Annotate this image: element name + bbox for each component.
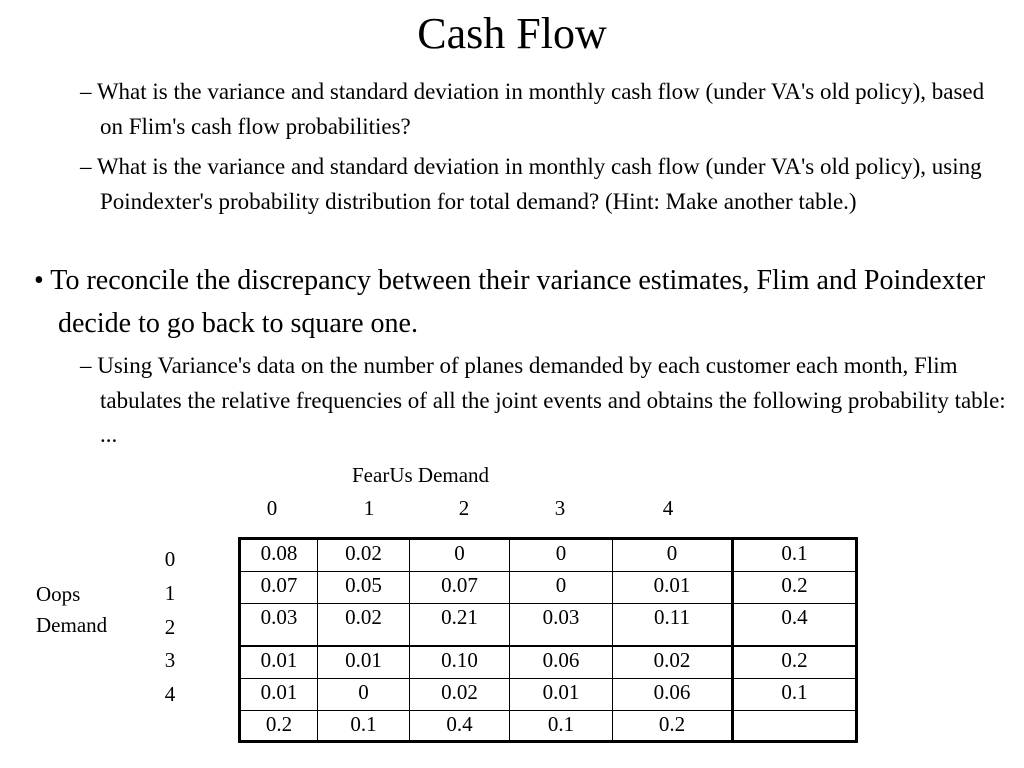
row-axis-title-line1: Oops <box>36 582 81 606</box>
table-row <box>240 539 857 572</box>
column-label: 3 <box>554 496 566 520</box>
row-label: 0 <box>164 547 176 571</box>
table-cell: 0.01 <box>240 646 318 679</box>
table-row <box>240 572 857 604</box>
table-cell: 0 <box>318 679 410 711</box>
table-cell: 0 <box>613 539 733 572</box>
sub-bullet-frequencies: – Using Variance's data on the number of planes demanded by each customer each month, Flim tabulates the relative frequencies of all the joint events and obtains the following probability table: ... <box>80 353 1006 447</box>
table-row-marginal <box>240 711 857 742</box>
table-cell: 0.02 <box>318 539 410 572</box>
table-cell-marginal: 0.1 <box>510 711 613 742</box>
table-cell: 0.05 <box>318 572 410 604</box>
column-label: 4 <box>662 496 674 520</box>
row-axis-title-line2: Demand <box>36 613 108 637</box>
table-cell: 0.02 <box>613 646 733 679</box>
table-cell: 0.21 <box>410 604 510 646</box>
row-label: 1 <box>164 581 176 605</box>
table-cell-marginal: 0.2 <box>240 711 318 742</box>
table-cell-empty <box>733 711 857 742</box>
table-cell-marginal: 0.4 <box>410 711 510 742</box>
table-cell-marginal: 0.2 <box>733 646 857 679</box>
table-cell: 0.11 <box>613 604 733 646</box>
sub-bullet-flim-variance: – What is the variance and standard deviation in monthly cash flow (under VA's old policy), based on Flim's cash flow probabilities? <box>80 79 985 139</box>
table-cell: 0.07 <box>410 572 510 604</box>
table-cell: 0.02 <box>318 604 410 646</box>
table-cell: 0.01 <box>240 679 318 711</box>
joint-probability-table <box>238 537 858 743</box>
table-cell: 0.03 <box>510 604 613 646</box>
table-cell-marginal: 0.4 <box>733 604 857 646</box>
row-label: 3 <box>164 648 176 672</box>
table-cell-marginal: 0.2 <box>733 572 857 604</box>
table-cell: 0.03 <box>240 604 318 646</box>
table-cell-marginal: 0.1 <box>733 539 857 572</box>
table-cell: 0.08 <box>240 539 318 572</box>
table-cell-marginal: 0.2 <box>613 711 733 742</box>
table-cell: 0.01 <box>613 572 733 604</box>
table-row <box>240 604 857 646</box>
column-axis-title: FearUs Demand <box>352 463 490 487</box>
table-cell-marginal: 0.1 <box>318 711 410 742</box>
table-cell: 0.06 <box>613 679 733 711</box>
table-cell-marginal: 0.1 <box>733 679 857 711</box>
column-label: 2 <box>458 496 470 520</box>
column-label: 0 <box>266 496 278 520</box>
table-cell: 0 <box>510 539 613 572</box>
table-cell: 0.10 <box>410 646 510 679</box>
row-label: 2 <box>164 615 176 639</box>
table-cell: 0.06 <box>510 646 613 679</box>
table-cell: 0.01 <box>510 679 613 711</box>
table-cell: 0.01 <box>318 646 410 679</box>
table-cell: 0.07 <box>240 572 318 604</box>
table-row <box>240 679 857 711</box>
table-row <box>240 646 857 679</box>
main-bullet-reconcile: • To reconcile the discrepancy between their variance estimates, Flim and Poindexter decide to go back to square one. <box>34 265 986 339</box>
page-title: Cash Flow <box>417 9 607 58</box>
table-cell: 0 <box>510 572 613 604</box>
table-cell: 0 <box>410 539 510 572</box>
row-label: 4 <box>164 682 176 706</box>
column-label: 1 <box>363 496 375 520</box>
table-cell: 0.02 <box>410 679 510 711</box>
sub-bullet-poindexter-variance: – What is the variance and standard deviation in monthly cash flow (under VA's old policy), using Poindexter's probability distribution for total demand? (Hint: Make another table.) <box>80 154 982 214</box>
